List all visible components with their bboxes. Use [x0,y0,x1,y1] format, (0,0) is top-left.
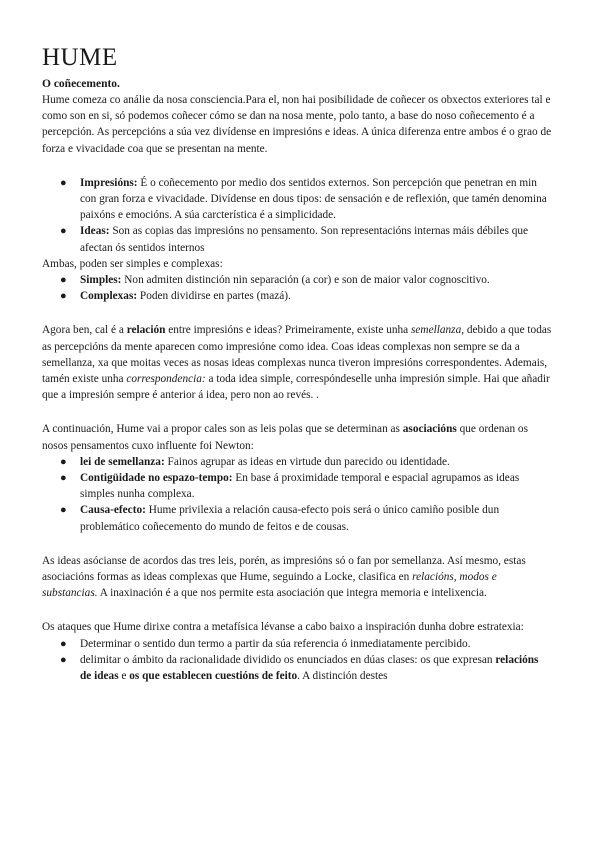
bullet-icon: ● [60,653,67,666]
simple-complex-list [42,272,552,304]
section-subtitle: O coñecemento. [42,78,120,90]
list-item-strategy-2: ● delimitar o ámbito da racionalidade dividido os enunciados en dúas clases: os que expresan relacións de ideas e os que establecen cuestións de feito. A distinción destes [60,653,539,683]
term-definition: Son as copias das impresións no pensamento. Son representacións internas máis débiles que afectan ós sentidos internos [80,225,529,254]
strategy-list [42,636,552,685]
term-definition: É o coñecemento por medio dos sentidos externos. Son percepción que penetran en min con gran forza e vivacidade. Divídense en dous tipos: de sensación e de reflexión, que tamén denomina paixóns e emocións. A súa carcterística é a simplicidade. [80,176,547,222]
bullet-icon: ● [60,290,67,303]
bullet-icon: ● [60,274,67,287]
term-definition: En base á proximidade temporal e espacial agrupamos as ideas simples nunha complexa. [80,472,520,501]
term-definition: Poden dividirse en partes (mazá). [137,290,291,303]
complex-ideas-paragraph: As ideas asócianse de acordos das tres leis, porén, as impresións só o fan por semellanza. Así mesmo, estas asociacións formas as ideas complexas que Hume, seguindo a Locke, clasifica en relacións, modos e substancias. A inaxinación é a que nos permite esta asociación que integra memoria e intelixencia. [42,554,526,600]
term-label: Causa-efecto: [80,504,146,517]
intro-paragraph: Hume comeza co análie da nosa consciencia.Para el, non hai posibilidade de coñecer os obxectos exteriores tal e como son en si, só podemos coñecer cómo se dan na nosa mente, polo tanto, a base do noso coñecemento é a percepción. As percepcións a súa vez divídense en impresións e ideas. A única diferenza entre ambos é o grao de forza e vivacidade coa que se presentan na mente. [42,94,552,155]
both-line: Ambas, poden ser simples e complexas: [42,257,223,270]
matters-of-fact-term: os que establecen cuestións de feito [129,670,298,683]
document-title: HUME [42,44,118,71]
term-definition: Fainos agrupar as ideas en virtude dun parecido ou identidade. [164,455,450,468]
bullet-icon: ● [60,225,67,238]
bullet-icon: ● [60,455,67,468]
attacks-line: Os ataques que Hume dirixe contra a metafísica lévanse a cabo baixo a inspiración dunha dobre estratexia: [42,621,524,634]
term-label: Complexas: [80,290,138,303]
term-label: Contigüidade no espazo-tempo: [80,472,233,485]
term-label: Impresións: [80,176,138,189]
term-definition: Hume privilexia a relación causa-efecto pois será o único camiño posible dun problemático coñecemento do mundo de feitos e de cousas. [80,504,500,533]
bullet-icon: ● [60,504,67,517]
associations-paragraph: A continuación, Hume vai a propor cales son as leis polas que se determinan as asociacións que ordenan os nosos pensamentos cuxo influente foi Newton: [42,423,528,452]
correspondencia-term: correspondencia: [126,373,206,386]
list-item-contiguidade [60,470,552,502]
bullet-icon: ● [60,176,67,189]
list-item-ideas [60,223,552,255]
list-item-simples [60,272,552,288]
term-label: Simples: [80,274,122,287]
perception-types-list [42,175,552,256]
list-item-complexas [60,288,552,304]
bullet-icon: ● [60,637,67,650]
bullet-icon: ● [60,472,67,485]
laws-list [42,454,552,535]
term-label: lei de semellanza: [80,455,165,468]
relations-of-ideas-term: relacións de ideas [80,653,539,683]
term-label: Ideas: [80,225,110,238]
list-item-semellanza [60,454,552,470]
list-item-strategy-1 [60,636,552,652]
list-item-causa-efecto [60,502,552,534]
relation-paragraph: Agora ben, cal é a relación entre impresións e ideas? Primeiramente, existe unha semellanza, debido a que todas as percepcións da mente aparecen como impresióne como idea. Coas ideas complexas non sempre se da a semellanza, xa que moitas veces as nosas ideas complexas nunca tiveron impresións correspondentes. Ademais, tamén existe unha correspondencia: a toda idea simple, correspóndeselle unha impresión simple. Hai que añadir que a impresión sempre é anterior á idea, pero non ao revés. . [42,324,552,402]
list-item-impresions [60,175,552,224]
relation-term: relación [126,324,166,337]
semellanza-term: semellanza, [411,324,465,337]
strategy-text: Determinar o sentido dun termo a partir da súa referencia ó inmediatamente percibido. [80,637,471,650]
term-definition: Non admiten distinción nin separación (a cor) e son de maior valor cognoscitivo. [121,274,490,287]
associations-term: asociacións [402,423,457,436]
classification-terms: relacións, modos e substancias. [42,571,497,600]
